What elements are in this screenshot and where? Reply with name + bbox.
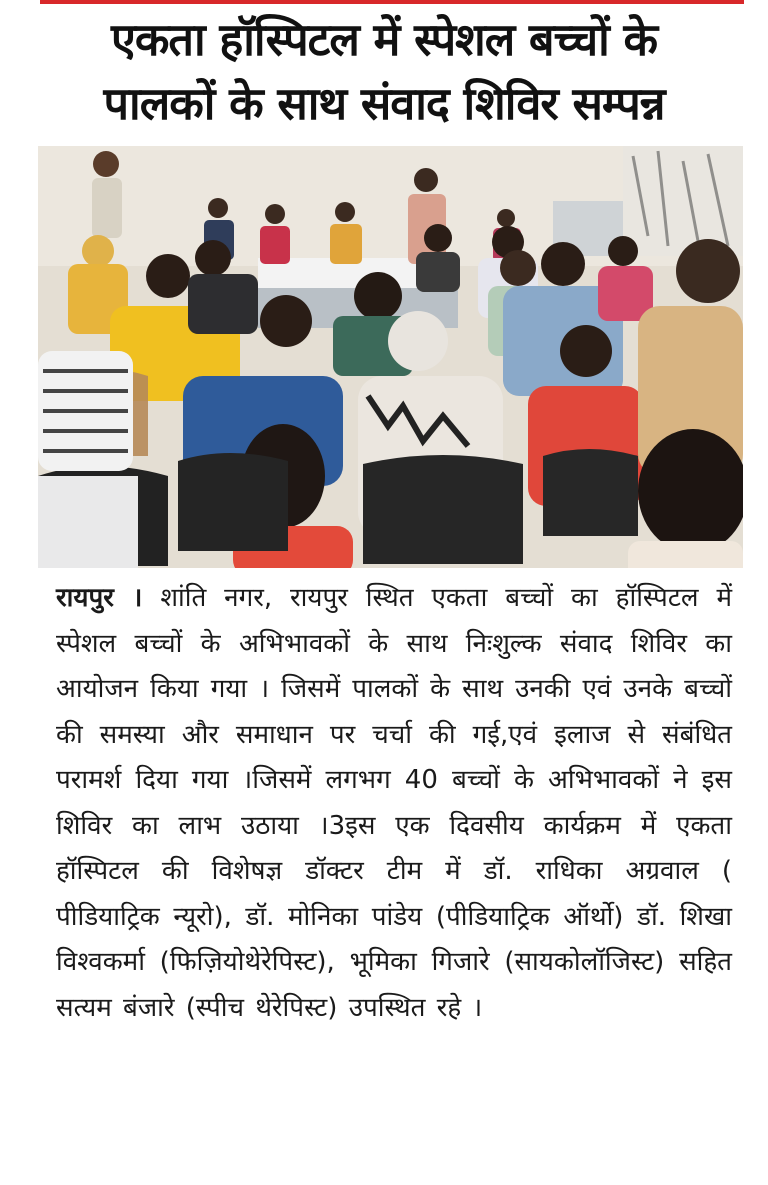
top-red-rule	[40, 0, 744, 4]
article-text: शांति नगर, रायपुर स्थित एकता बच्चों का हॉस्पिटल में स्पेशल बच्चों के अभिभावकों के साथ निःशुल्क संवाद शिविर का आयोजन किया गया । जिसमें पालकों के साथ उनकी एवं उनके बच्चों की समस्या और समाधान पर चर्चा की गई,एवं इलाज से संबंधित परामर्श दिया गया ।जिसमें लगभग 40 बच्चों के अभिभावकों ने इस शिविर का लाभ उठाया ।3इस एक दिवसीय कार्यक्रम में एकता हॉस्पिटल की विशेषज्ञ डॉक्टर टीम में डॉ. राधिका अग्रवाल ( पीडियाट्रिक न्यूरो), डॉ. मोनिका पांडेय (पीडियाट्रिक ऑर्थो) डॉ. शिखा विश्वकर्मा (फिज़ियोथेरेपिस्ट), भूमिका गिजारे (सायकोलॉजिस्ट) सहित सत्यम बंजारे (स्पीच थेरेपिस्ट) उपस्थित रहे ।	[56, 583, 732, 1023]
headline-line-1: एकता हॉस्पिटल में स्पेशल बच्चों के	[110, 13, 658, 66]
dateline: रायपुर ।	[56, 583, 143, 613]
event-photo	[38, 146, 743, 568]
headline-line-2: पालकों के साथ संवाद शिविर सम्पन्न	[103, 77, 665, 130]
article-body	[56, 576, 732, 1031]
headline	[30, 8, 738, 136]
meeting-photo-illustration	[38, 146, 743, 568]
